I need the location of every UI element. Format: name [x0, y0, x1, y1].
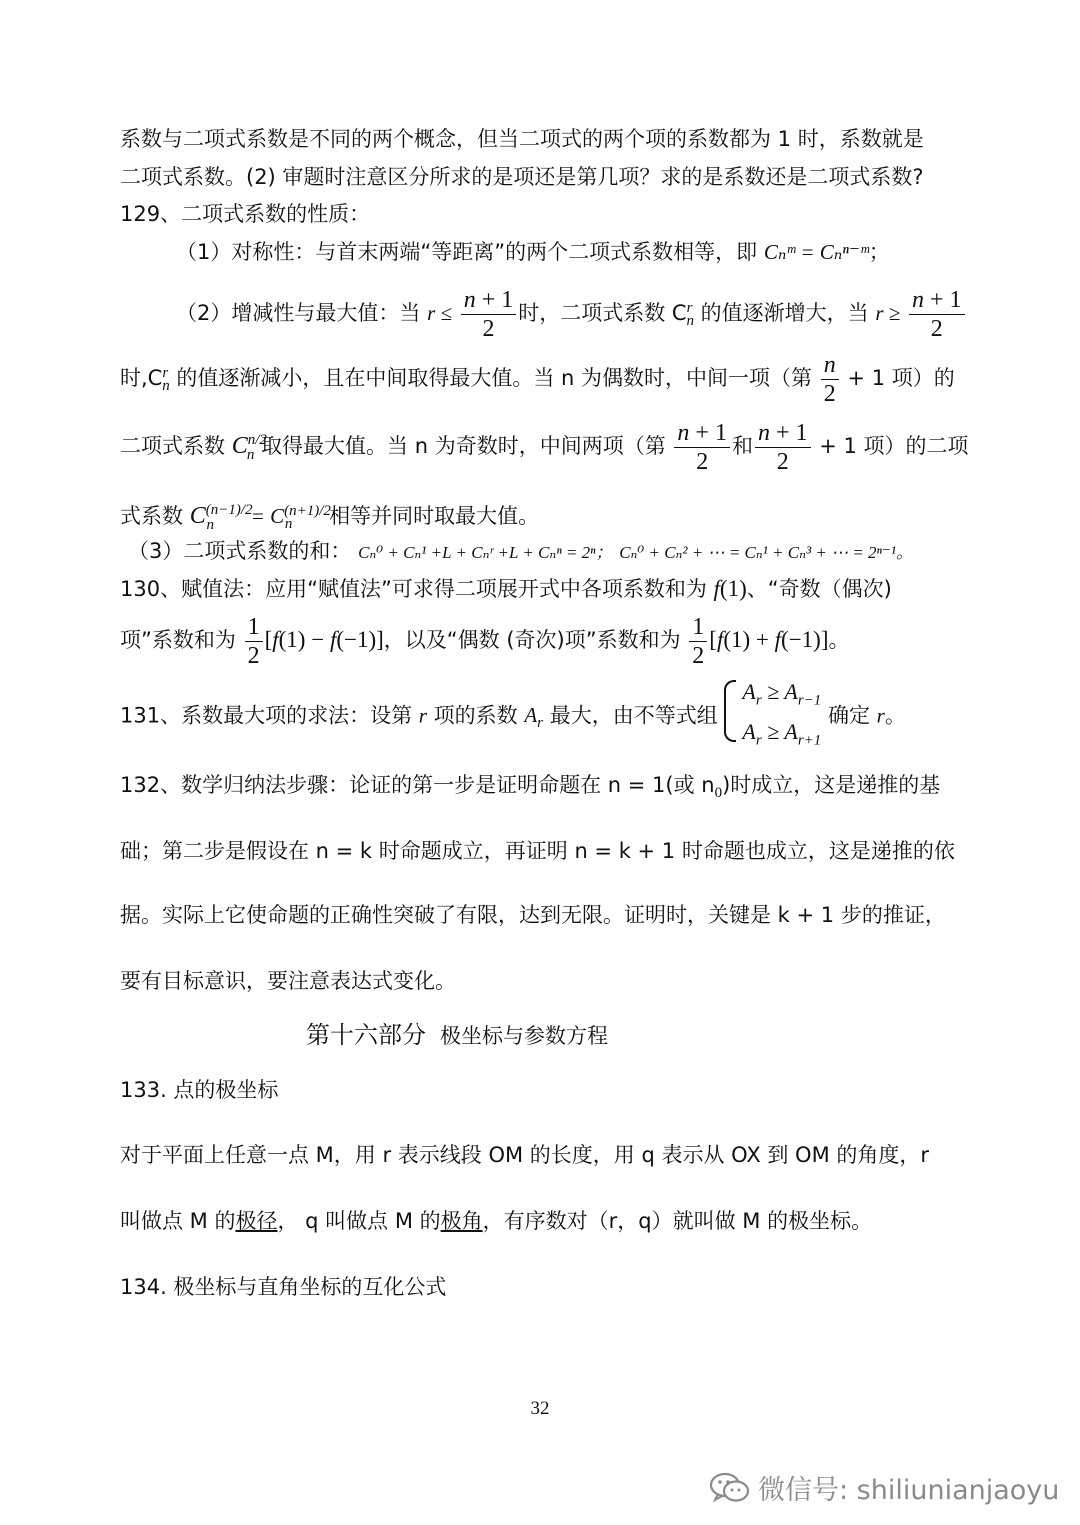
property-monotonic: （2）增减性与最大值：当 r ≤ $\frac{n + 1}{2}$ 时，二项式系数 $C^r_n$ 的值逐渐增大，当 r ≥ $\frac{n + 1}{2}$: [176, 280, 1026, 349]
part-title: 第十六部分: [306, 1021, 426, 1049]
text-line: 系数与二项式系数是不同的两个概念，但当二项式的两个项的系数都为 1 时，系数就是: [120, 127, 924, 151]
section-131: 131、系数最大项的求法：设第 r 项的系数 $A_r$ 最大，由不等式组 $A_r \ge A_{r-1}$ $A_r \ge A_{r+1}$ 确定 r。: [120, 676, 970, 759]
fraction: $\frac{1}{2}$: [689, 613, 707, 670]
section-130: 130、赋值法：应用“赋值法”可求得二项展开式中各项系数和为 f(1)、“奇数（偶次): [120, 576, 892, 601]
fraction: $\frac{n + 1}{2}$: [461, 286, 517, 343]
section-134-title: 134. 极坐标与直角坐标的互化公式: [120, 1275, 447, 1299]
watermark-text: 微信号: shiliunianjaoyu: [758, 1475, 1060, 1506]
wechat-icon: [708, 1470, 752, 1506]
fraction: $\frac{n}{2}$: [821, 351, 839, 408]
part-heading: [306, 1018, 608, 1053]
fraction: $\frac{n + 1}{2}$: [674, 419, 730, 476]
inequality-system: $A_r \ge A_{r-1}$ $A_r \ge A_{r+1}$: [724, 676, 821, 757]
property-sum: （3）二项式系数的和： Cₙ⁰ + Cₙ¹ +L + Cₙʳ +L + Cₙⁿ = 2ⁿ； Cₙ⁰ + Cₙ² + ⋯ = Cₙ¹ + Cₙ³ + ⋯ = 2ⁿ⁻¹。: [128, 539, 913, 563]
page-number: 32: [530, 1398, 550, 1419]
property-symmetry: （1）对称性：与首末两端“等距离”的两个二项式系数相等，即 Cₙᵐ = Cₙⁿ⁻ᵐ；: [176, 240, 890, 264]
text-line: 叫做点 M 的极径， q 叫做点 M 的极角，有序数对（r，q）就叫做 M 的极坐标。: [120, 1209, 873, 1233]
text-line: 据。实际上它使命题的正确性突破了有限，达到无限。证明时，关键是 k + 1 步的推证，: [120, 903, 946, 927]
section-133-title: 133. 点的极坐标: [120, 1078, 279, 1102]
text-line: 二项式系数。(2) 审题时注意区分所求的是项还是第几项？求的是系数还是二项式系数?: [120, 165, 924, 189]
section-132: 132、数学归纳法步骤：论证的第一步是证明命题在 n = 1(或 $n_0$)时成立，这是递推的基: [120, 773, 941, 802]
section-129-title: 129、二项式系数的性质：: [120, 202, 371, 226]
watermark: [708, 1468, 1059, 1507]
text-line: 要有目标意识，要注意表达式变化。: [120, 969, 456, 993]
fraction: $\frac{1}{2}$: [245, 613, 263, 670]
text-line: 对于平面上任意一点 M，用 r 表示线段 OM 的长度，用 q 表示从 OX 到 OM 的角度，r: [120, 1143, 930, 1167]
fraction: $\frac{n + 1}{2}$: [755, 419, 811, 476]
text-line: 础；第二步是假设在 n = k 时命题成立，再证明 n = k + 1 时命题也成立，这是递推的依: [120, 839, 955, 863]
section-130-cont: 项”系数和为 $\frac{1}{2}$ [f(1) − f(−1)]，以及“偶数 (奇次)项”系数和为 $\frac{1}{2}$ [f(1) + f(−1)]。: [120, 613, 850, 669]
text-line: 二项式系数 $C^{n/2}_n$ 取得最大值。当 n 为奇数时，中间两项（第 $\frac{n + 1}{2}$ 和 $\frac{n + 1}{2}$ + 1 项）的二项: [120, 419, 969, 475]
part-subtitle: 极坐标与参数方程: [440, 1024, 608, 1048]
fraction: $\frac{n + 1}{2}$: [909, 286, 965, 343]
text-line: 式系数 $C^{(n-1)/2}_n = C^{(n+1)/2}_n$ 相等并同时取最大值。: [120, 502, 540, 533]
text-line: 时$,C^r_n$ 的值逐渐减小，且在中间取得最大值。当 n 为偶数时，中间一项（第 $\frac{n}{2}$ + 1 项）的: [120, 351, 955, 407]
symmetry-formula: Cₙᵐ = Cₙⁿ⁻ᵐ: [763, 240, 869, 264]
